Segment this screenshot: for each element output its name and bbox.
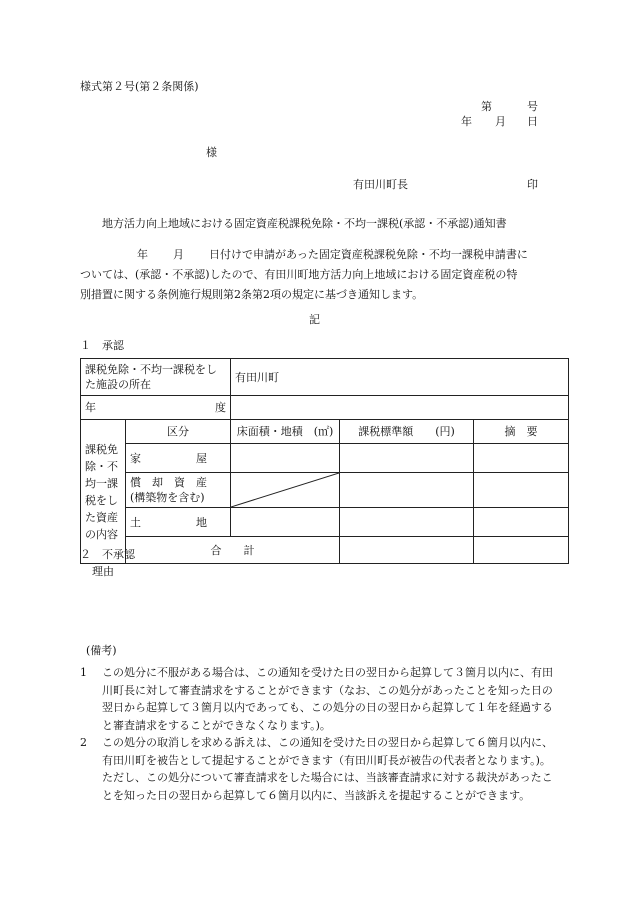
- row-depreciable-note: (構築物を含む): [130, 491, 205, 504]
- row-depreciable-area: [231, 473, 340, 508]
- row-land-standard: [340, 508, 474, 537]
- ki-heading: 記: [309, 313, 320, 326]
- fiscal-year-label: [81, 396, 231, 420]
- body-line-1: 日付けで申請があった固定資産税課税免除・不均一課税申請書に: [209, 248, 528, 261]
- month-label: 月: [495, 115, 506, 128]
- row-house-remarks: [474, 444, 569, 473]
- header-category: 区分: [126, 420, 231, 444]
- dai-label: 第: [481, 100, 492, 113]
- row-depreciable-remarks: [474, 473, 569, 508]
- recipient-sama: 様: [206, 146, 217, 159]
- row-depreciable-standard: [340, 473, 474, 508]
- go-label: 号: [527, 100, 538, 113]
- fiscal-year-value: [231, 396, 569, 420]
- note-number-2: 2: [80, 736, 87, 749]
- asset-content-label: 課税免除・不均一課税をした資産の内容: [81, 420, 126, 564]
- notes-heading: (備考): [86, 644, 117, 657]
- seal-mark: 印: [527, 178, 538, 191]
- date-year-label: 年: [137, 248, 148, 261]
- location-label: 課税免除・不均一課税をした施設の所在: [81, 359, 231, 396]
- notes-list: [80, 664, 560, 804]
- row-house-area: [231, 444, 340, 473]
- year-label: 年: [461, 115, 472, 128]
- row-depreciable-title: 償 却 資 産: [130, 476, 207, 489]
- form-number: 様式第２号(第２条関係): [80, 80, 199, 93]
- note-text-1: この処分に不服がある場合は、この通知を受けた日の翌日から起算して３箇月以内に、有田川町長に対して審査請求をすることができます（なお、この処分があったことを知った日の翌日から起算して３箇月以内であっても、この処分の日の翌日から起算して１年を経過すると審査請求をすることができなくなります。)。: [102, 666, 553, 732]
- note-item-1: [80, 664, 560, 734]
- row-house-label: 家 屋: [126, 444, 231, 473]
- row-land-label: 土 地: [126, 508, 231, 537]
- note-number-1: 1: [80, 666, 87, 679]
- section-disapproval: ２ 不承認: [80, 548, 135, 561]
- fiscal-year-do: 度: [215, 401, 226, 414]
- row-total-label: 合 計: [126, 537, 340, 564]
- body-line-2: ついては、(承認・不承認)したので、有田川町地方活力向上地域における固定資産税の特: [80, 268, 518, 281]
- day-label: 日: [527, 115, 538, 128]
- reason-label: 理由: [92, 565, 114, 578]
- row-depreciable-label: [126, 473, 231, 508]
- section-approval: １ 承認: [80, 339, 124, 352]
- diagonal-slash: [231, 473, 339, 507]
- header-remarks: 摘 要: [474, 420, 569, 444]
- note-text-2: この処分の取消しを求める訴えは、この通知を受けた日の翌日から起算して６箇月以内に、有田川町を被告として提起することができます（有田川町長が被告の代表者となります。)。ただし、この処分について審査請求をした場合には、当該審査請求に対する裁決があったことを知った日の翌日から起算して６箇月以内に、当該訴えを提起することができます。: [102, 736, 553, 802]
- row-total-standard: [340, 537, 474, 564]
- row-land-remarks: [474, 508, 569, 537]
- row-total-remarks: [474, 537, 569, 564]
- note-item-2: [80, 734, 560, 804]
- location-value: 有田川町: [231, 359, 569, 396]
- date-month-label: 月: [173, 248, 184, 261]
- body-line-3: 別措置に関する条例施行規則第2条第2項の規定に基づき通知します。: [80, 288, 424, 301]
- fiscal-year-nen: 年: [85, 401, 96, 414]
- header-standard: 課税標準額 (円): [340, 420, 474, 444]
- document-title: 地方活力向上地域における固定資産税課税免除・不均一課税(承認・不承認)通知書: [102, 217, 507, 230]
- row-land-area: [231, 508, 340, 537]
- asset-table: [80, 358, 569, 564]
- issuer-name: 有田川町長: [353, 178, 408, 191]
- row-house-standard: [340, 444, 474, 473]
- body-paragraph: [80, 245, 560, 305]
- header-area: 床面積・地積 (㎡): [231, 420, 340, 444]
